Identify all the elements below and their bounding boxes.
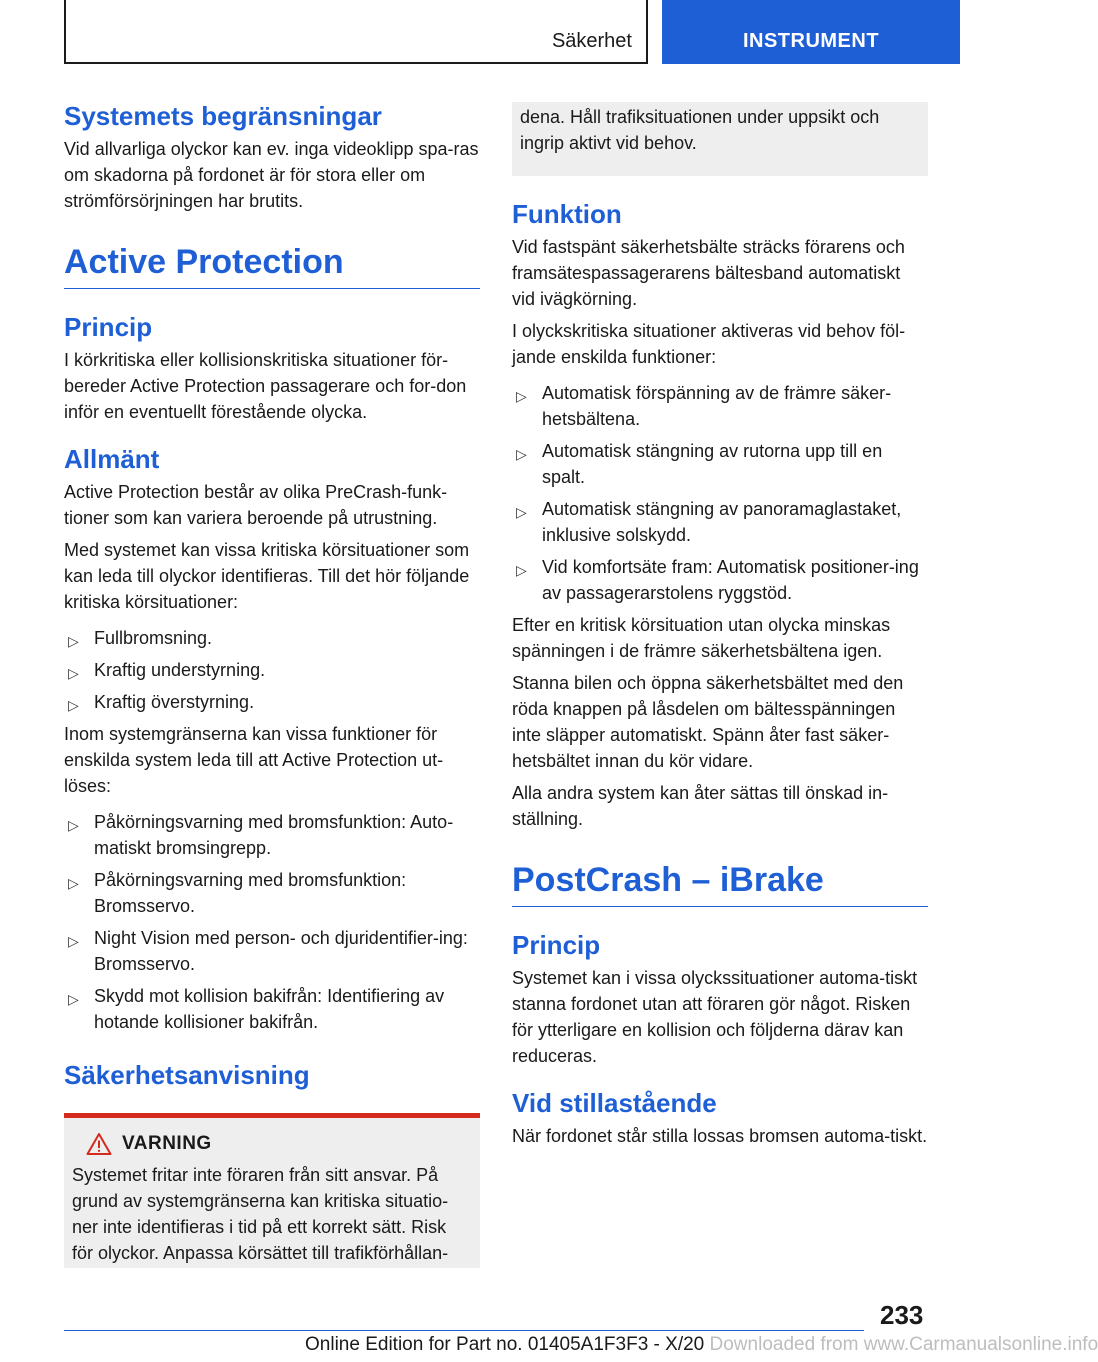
paragraph-allmant-2: Med systemet kan vissa kritiska körsituationer som kan leda till olyckor identifieras. Till det hör följande kritiska körsituationer: bbox=[64, 540, 470, 612]
warning-text: Systemet fritar inte föraren från sitt ansvar. På grund av systemgränserna kan kritiska situatio-ner inte identifieras i tid på ett korrekt sätt. Risk för olyckor. Anpassa körsättet till trafikförhållan- bbox=[72, 1165, 449, 1263]
list-item: ▷ Påkörningsvarning med bromsfunktion: Auto-matiskt bromsingrepp. bbox=[68, 812, 454, 858]
paragraph-princip-2: Systemet kan i vissa olyckssituationer automa-tiskt stanna fordonet utan att föraren gör något. Risken för ytterligare en kollision och följderna därav kan reduceras. bbox=[512, 968, 918, 1066]
heading-funktion: Funktion bbox=[512, 199, 622, 229]
edition-text: Online Edition for Part no. 01405A1F3F3 - X/20 bbox=[305, 1334, 705, 1355]
paragraph-funktion-5: Alla andra system kan åter sättas till önskad in-ställning. bbox=[512, 783, 889, 829]
list-item: ▷ Fullbromsning. bbox=[64, 625, 480, 651]
triangle-bullet-icon: ▷ bbox=[68, 633, 79, 649]
list-item: ▷ Vid komfortsäte fram: Automatisk positioner-ing av passagerarstolens ryggstöd. bbox=[516, 557, 919, 603]
paragraph-funktion-3: Efter en kritisk körsituation utan olycka minskas spänningen i de främre säkerhetsbältena igen. bbox=[512, 615, 891, 661]
warning-box-continued bbox=[512, 102, 928, 176]
heading-princip-2: Princip bbox=[512, 930, 601, 960]
triangle-bullet-icon: ▷ bbox=[68, 933, 79, 949]
triggers-list bbox=[64, 809, 480, 1035]
section-title-active-protection: Active Protection bbox=[64, 242, 480, 289]
triangle-bullet-icon: ▷ bbox=[516, 562, 527, 578]
list-item: ▷ Kraftig överstyrning. bbox=[64, 689, 480, 715]
heading-safety: Säkerhetsanvisning bbox=[64, 1060, 310, 1090]
paragraph-funktion-4: Stanna bilen och öppna säkerhetsbältet med den röda knappen på låsdelen om bältesspänningen inte släpper automatiskt. Spänn åter fast säker-hetsbältet innan du kör vidare. bbox=[512, 673, 904, 771]
page-number: 233 bbox=[880, 1300, 924, 1330]
list-item: ▷ Kraftig understyrning. bbox=[64, 657, 480, 683]
heading-princip: Princip bbox=[64, 312, 153, 342]
triangle-bullet-icon: ▷ bbox=[68, 875, 79, 891]
warning-header bbox=[86, 1132, 472, 1156]
header-box bbox=[64, 0, 648, 64]
situations-list bbox=[64, 625, 480, 715]
triangle-bullet-icon: ▷ bbox=[516, 388, 527, 404]
heading-allmant: Allmänt bbox=[64, 444, 160, 474]
list-item: ▷ Night Vision med person- och djuridentifier-ing: Bromsservo. bbox=[68, 928, 468, 974]
left-column bbox=[64, 100, 480, 1268]
warning-triangle-icon bbox=[86, 1132, 112, 1156]
paragraph-princip: I körkritiska eller kollisionskritiska situationer för-bereder Active Protection passagerare och for-don inför en eventuellt förestående olycka. bbox=[64, 350, 467, 422]
section-label: Säkerhet bbox=[551, 30, 632, 52]
list-item: ▷ Automatisk förspänning av de främre säker-hetsbältena. bbox=[516, 383, 892, 429]
paragraph-system-limits: Vid allvarliga olyckor kan ev. inga videoklipp spa-ras om skadorna på fordonet är för stora eller om strömförsörjningen har brutits. bbox=[64, 139, 479, 211]
paragraph-funktion-2: I olyckskritiska situationer aktiveras vid behov föl-jande enskilda funktioner: bbox=[512, 321, 906, 367]
right-column bbox=[512, 102, 928, 1149]
list-item: ▷ Skydd mot kollision bakifrån: Identifiering av hotande kollisioner bakifrån. bbox=[68, 986, 445, 1032]
functions-list bbox=[512, 380, 928, 606]
triangle-bullet-icon: ▷ bbox=[68, 697, 79, 713]
paragraph-allmant-1: Active Protection består av olika PreCrash-funk-tioner som kan variera beroende på utrustning. bbox=[64, 482, 448, 528]
download-watermark: Downloaded from www.Carmanualsonline.info bbox=[709, 1334, 1098, 1355]
paragraph-limits: Inom systemgränserna kan vissa funktioner för enskilda system leda till att Active Protection ut-löses: bbox=[64, 724, 444, 796]
footer-text bbox=[305, 1334, 1098, 1356]
list-item: ▷ Automatisk stängning av rutorna upp till en spalt. bbox=[516, 441, 883, 487]
heading-system-limits: Systemets begränsningar bbox=[64, 101, 382, 131]
triangle-bullet-icon: ▷ bbox=[68, 665, 79, 681]
triangle-bullet-icon: ▷ bbox=[516, 446, 527, 462]
list-item: ▷ Påkörningsvarning med bromsfunktion: Bromsservo. bbox=[68, 870, 407, 916]
section-title-postcrash: PostCrash – iBrake bbox=[512, 860, 928, 907]
list-item: ▷ Automatisk stängning av panoramaglastaket, inklusive solskydd. bbox=[516, 499, 902, 545]
tab-instrument[interactable]: INSTRUMENT bbox=[662, 0, 960, 64]
triangle-bullet-icon: ▷ bbox=[516, 504, 527, 520]
footer-divider bbox=[64, 1330, 864, 1331]
warning-title: VARNING bbox=[122, 1133, 212, 1154]
heading-stillastaende: Vid stillastående bbox=[512, 1088, 717, 1118]
warning-box bbox=[64, 1113, 480, 1268]
triangle-bullet-icon: ▷ bbox=[68, 991, 79, 1007]
warning-text-continued: dena. Håll trafiksituationen under uppsikt och ingrip aktivt vid behov. bbox=[520, 107, 880, 153]
paragraph-funktion-1: Vid fastspänt säkerhetsbälte sträcks förarens och framsätespassagerarens bältesband automatiskt vid ivägkörning. bbox=[512, 237, 905, 309]
paragraph-stillastaende: När fordonet står stilla lossas bromsen automa-tiskt. bbox=[512, 1126, 928, 1146]
triangle-bullet-icon: ▷ bbox=[68, 817, 79, 833]
